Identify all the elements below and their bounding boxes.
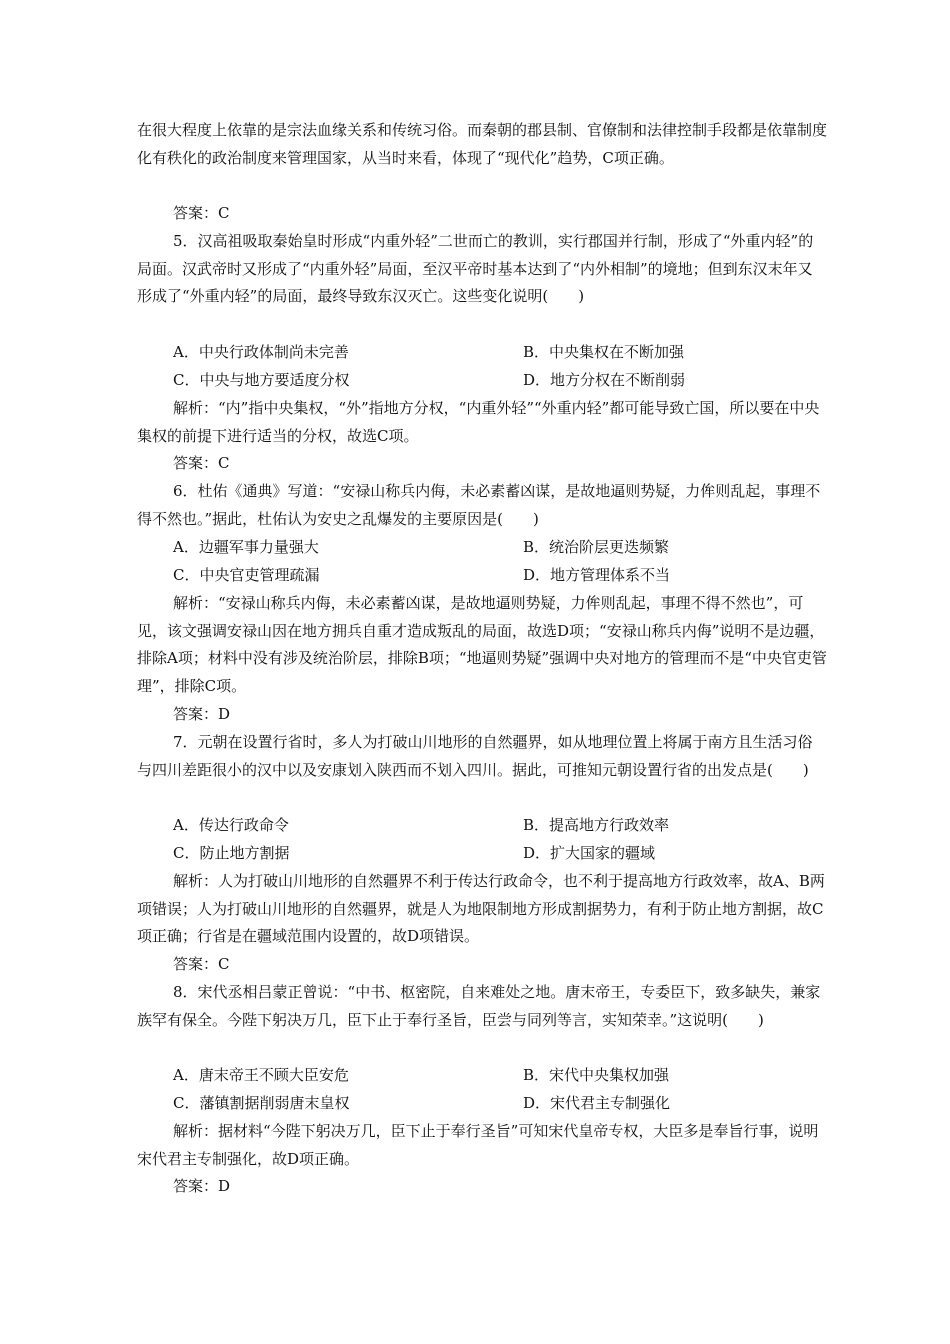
question-5-answer: 答案：C	[173, 454, 230, 472]
intro-paragraph: 在很大程度上依靠的是宗法血缘关系和传统习俗。而秦朝的郡县制、官僚制和法律控制手段都是依靠制度化有秩化的政治制度来管理国家，从当时来看，体现了“现代化”趋势，C项正确。	[137, 121, 828, 167]
question-6-answer: 答案：D	[173, 705, 231, 723]
question-7-analysis: 解析：人为打破山川地形的自然疆界不利于传达行政命令，也不利于提高地方行政效率，故A、B两项错误；人为打破山川地形的自然疆界，就是人为地限制地方形成割据势力，有利于防止地方割据，故C项正确；行省是在疆域范围内设置的，故D项错误。	[137, 872, 825, 946]
question-6-option-c: C．中央官吏管理疏漏	[173, 566, 320, 584]
question-5-option-c: C．中央与地方要适度分权	[173, 371, 350, 389]
question-7-stem: 7．元朝在设置行省时，多人为打破山川地形的自然疆界，如从地理位置上将属于南方且生活习俗与四川差距很小的汉中以及安康划入陕西而不划入四川。据此，可推知元朝设置行省的出发点是( )	[137, 733, 813, 779]
question-7-option-b: B．提高地方行政效率	[523, 816, 670, 834]
question-8-option-d: D．宋代君主专制强化	[523, 1094, 671, 1112]
question-8-analysis: 解析：据材料“今陛下躬决万几，臣下止于奉行圣旨”可知宋代皇帝专权，大臣多是奉旨行事，说明宋代君主专制强化，故D项正确。	[137, 1122, 819, 1168]
question-8-option-b: B．宋代中央集权加强	[523, 1066, 670, 1084]
question-6-stem: 6．杜佑《通典》写道：“安禄山称兵内侮，未必素蓄凶谋，是故地逼则势疑，力侔则乱起，事理不得不然也。”据此，杜佑认为安史之乱爆发的主要原因是( )	[137, 482, 821, 528]
question-5-option-a: A．中央行政体制尚未完善	[173, 343, 349, 361]
question-8-option-a: A．唐末帝王不顾大臣安危	[173, 1066, 349, 1084]
question-6-option-b: B．统治阶层更迭频繁	[523, 538, 670, 556]
question-6-option-a: A．边疆军事力量强大	[173, 538, 319, 556]
question-5-stem: 5．汉高祖吸取秦始皇时形成“内重外轻”二世而亡的教训，实行郡国并行制，形成了“外重内轻”的局面。汉武帝时又形成了“内重外轻”局面，至汉平帝时基本达到了“内外相制”的境地；但到东汉末年又形成了“外重内轻”的局面，最终导致东汉灭亡。这些变化说明( )	[137, 232, 814, 306]
question-5-option-d: D．地方分权在不断削弱	[523, 371, 686, 389]
question-7-option-c: C．防止地方割据	[173, 844, 290, 862]
question-8-option-c: C．藩镇割据削弱唐末皇权	[173, 1094, 350, 1112]
question-5-option-b: B．中央集权在不断加强	[523, 343, 685, 361]
question-7-answer: 答案：C	[173, 955, 230, 973]
question-8-stem: 8．宋代丞相吕蒙正曾说：“中书、枢密院，自来难处之地。唐末帝王，专委臣下，致多缺失，兼家族罕有保全。今陛下躬决万几，臣下止于奉行圣旨，臣尝与同列等言，实知荣幸。”这说明( )	[137, 983, 821, 1029]
question-7-option-d: D．扩大国家的疆域	[523, 844, 656, 862]
intro-answer: 答案：C	[173, 204, 230, 222]
question-5-analysis: 解析：“内”指中央集权，“外”指地方分权，“内重外轻”“外重内轻”都可能导致亡国，所以要在中央集权的前提下进行适当的分权，故选C项。	[137, 399, 820, 445]
question-6-option-d: D．地方管理体系不当	[523, 566, 671, 584]
question-7-option-a: A．传达行政命令	[173, 816, 289, 834]
question-8-answer: 答案：D	[173, 1177, 231, 1195]
question-6-analysis: 解析：“安禄山称兵内侮，未必素蓄凶谋，是故地逼则势疑，力侔则乱起，事理不得不然也”，可见，该文强调安禄山因在地方拥兵自重才造成叛乱的局面，故选D项；“安禄山称兵内侮”说明不是边疆，排除A项；材料中没有涉及统治阶层，排除B项；“地逼则势疑”强调中央对地方的管理而不是“中央官吏管理”，排除C项。	[137, 594, 827, 695]
